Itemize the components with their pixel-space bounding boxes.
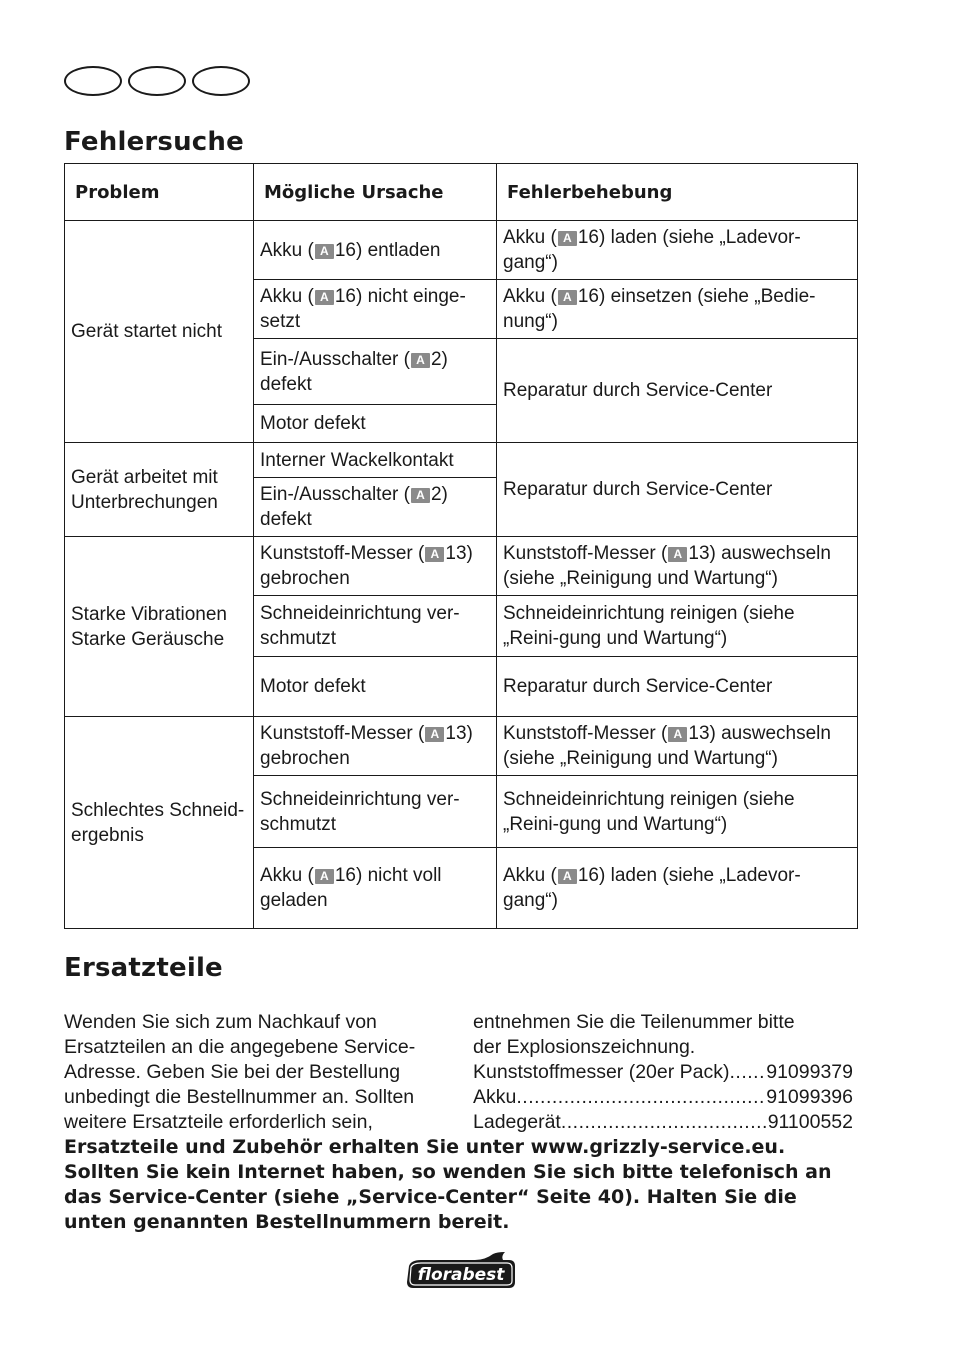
troubleshooting-table: [64, 163, 858, 929]
fix-cell: Kunststoff-Messer ( A 13) auswechseln (siehe „Reinigung und Wartung“): [497, 717, 858, 776]
cause-cell: Kunststoff-Messer ( A 13) gebrochen: [254, 537, 497, 596]
leader-dots: [516, 1085, 766, 1110]
header-fix: Fehlerbehebung: [497, 164, 858, 221]
fix-cell: Schneideinrichtung reinigen (siehe „Reini-gung und Wartung“): [497, 776, 858, 848]
cause-cell: Kunststoff-Messer ( A 13) gebrochen: [254, 717, 497, 776]
figure-a-icon: A: [558, 290, 577, 305]
problem-cell: Starke Vibrationen Starke Geräusche: [65, 537, 254, 717]
part-number-line: Akku ..... 91099396: [473, 1085, 853, 1110]
cause-cell: Schneideinrichtung ver-schmutzt: [254, 776, 497, 848]
figure-a-icon: A: [558, 869, 577, 884]
section-title-spare-parts: Ersatzteile: [64, 953, 223, 983]
leader-dots: [561, 1110, 768, 1135]
problem-cell: Gerät arbeitet mit Unterbrechungen: [65, 443, 254, 537]
spare-parts-intro: Wenden Sie sich zum Nachkauf von Ersatzteilen an die angegebene Service-Adresse. Geben Sie bei der Bestellung unbedingt die Bestellnummer an. Sollten weitere Ersatzteile erforderlich sein,: [64, 1011, 416, 1133]
table-row: [65, 537, 858, 596]
fix-cell: Schneideinrichtung reinigen (siehe „Reini-gung und Wartung“): [497, 596, 858, 657]
logo-text: florabest: [417, 1265, 505, 1285]
fix-cell: Kunststoff-Messer ( A 13) auswechseln (siehe „Reinigung und Wartung“): [497, 537, 858, 596]
table-header-row: [65, 164, 858, 221]
cause-cell: Interner Wackelkontakt: [254, 443, 497, 478]
leader-dots: [730, 1060, 767, 1085]
part-number-line: Kunststoffmesser (20er Pack) ..... 91099379: [473, 1060, 853, 1085]
figure-a-icon: A: [668, 727, 687, 742]
figure-a-icon: A: [315, 869, 334, 884]
figure-a-icon: A: [411, 488, 430, 503]
cause-cell: Ein-/Ausschalter ( A 2) defekt: [254, 478, 497, 537]
figure-a-icon: A: [411, 353, 430, 368]
cause-cell: Ein-/Ausschalter ( A 2) defekt: [254, 339, 497, 405]
figure-a-icon: A: [668, 547, 687, 562]
header-cause: Mögliche Ursache: [254, 164, 497, 221]
figure-a-icon: A: [558, 231, 577, 246]
table-row: [65, 443, 858, 478]
right-column: [473, 1010, 857, 1135]
fix-cell: Akku ( A 16) laden (siehe „Ladevor-gang“): [497, 221, 858, 280]
fix-cell: Reparatur durch Service-Center: [497, 443, 858, 537]
spare-parts-continuation: entnehmen Sie die Teilenummer bitte der Explosionszeichnung.: [473, 1011, 795, 1058]
cause-cell: Motor defekt: [254, 405, 497, 443]
florabest-logo: [405, 1252, 517, 1290]
figure-a-icon: A: [425, 547, 444, 562]
section-title-troubleshooting: Fehlersuche: [64, 127, 244, 157]
part-number-line: Ladegerät ..... 91100552: [473, 1110, 853, 1135]
problem-cell: Schlechtes Schneid-ergebnis: [65, 717, 254, 929]
cause-cell: Akku ( A 16) entladen: [254, 221, 497, 280]
header-problem: Problem: [65, 164, 254, 221]
fix-cell: Reparatur durch Service-Center: [497, 657, 858, 717]
left-column: [64, 1010, 456, 1135]
fix-cell: Akku ( A 16) laden (siehe „Ladevor-gang“): [497, 848, 858, 929]
cause-cell: Schneideinrichtung ver-schmutzt: [254, 596, 497, 657]
fix-cell: Reparatur durch Service-Center: [497, 339, 858, 443]
language-oval: [192, 66, 250, 96]
figure-a-icon: A: [425, 727, 444, 742]
language-oval: [128, 66, 186, 96]
problem-cell: Gerät startet nicht: [65, 221, 254, 443]
cause-cell: Motor defekt: [254, 657, 497, 717]
figure-a-icon: A: [315, 244, 334, 259]
cause-cell: Akku ( A 16) nicht voll geladen: [254, 848, 497, 929]
service-notice: Ersatzteile und Zubehör erhalten Sie unter www.grizzly-service.eu. Sollten Sie kein Internet haben, so wenden Sie sich bitte telefonisch an das Service-Center (siehe „Service-Center“ Seite 40). Halten Sie die unten genannten Bestellnummern bereit.: [64, 1136, 832, 1233]
table-row: [65, 717, 858, 776]
language-oval: [64, 66, 122, 96]
figure-a-icon: A: [315, 290, 334, 305]
fix-cell: Akku ( A 16) einsetzen (siehe „Bedie-nung“): [497, 280, 858, 339]
cause-cell: Akku ( A 16) nicht einge-setzt: [254, 280, 497, 339]
table-row: [65, 221, 858, 280]
